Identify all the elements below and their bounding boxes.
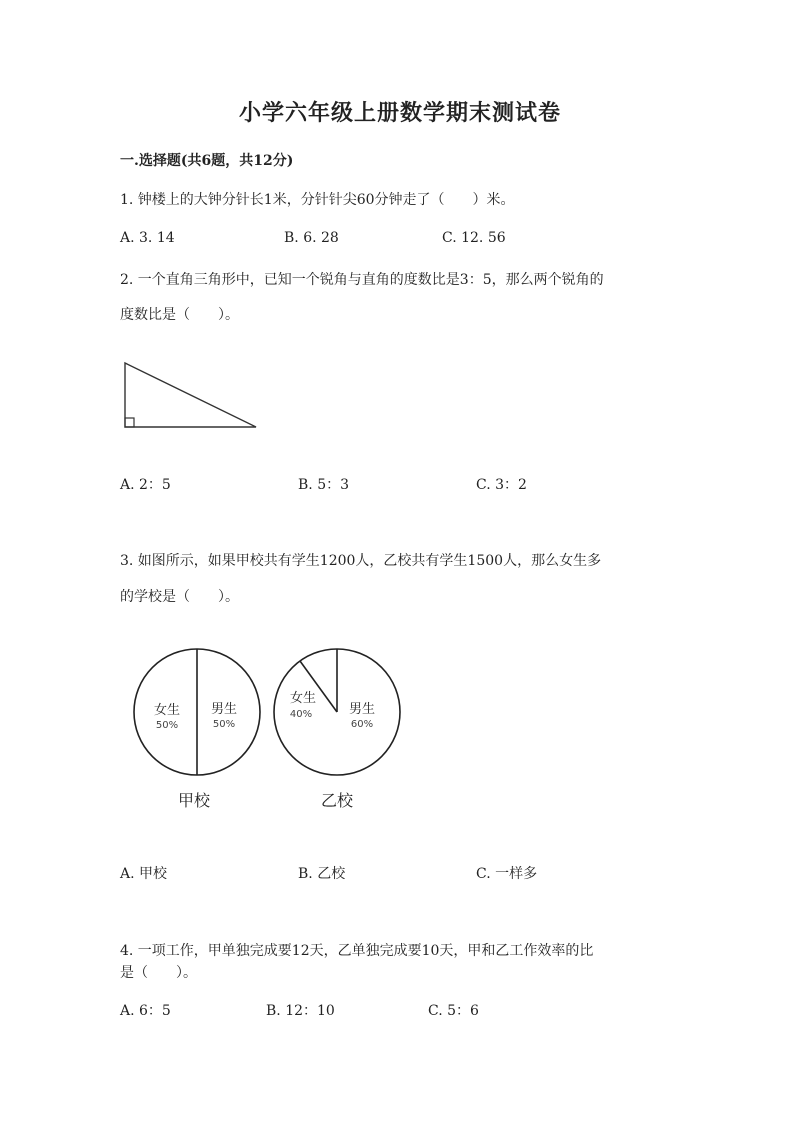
question-4-option-b: B. 12：10	[266, 1003, 335, 1019]
question-3-stem-line2: 的学校是（ ）。	[120, 589, 239, 605]
question-3-stem-line1: 3. 如图所示，如果甲校共有学生1200人，乙校共有学生1500人，那么女生多	[120, 553, 602, 569]
question-2-option-c: C. 3：2	[476, 477, 527, 493]
section-heading: 一.选择题(共6题，共12分)	[120, 153, 294, 169]
pie-chart-school-a	[134, 649, 260, 810]
question-4-option-c: C. 5：6	[428, 1003, 479, 1019]
pie-b-slice-girls-percent: 40%	[289, 709, 313, 720]
question-1-stem: 1. 钟楼上的大钟分针长1米，分针针尖60分钟走了（ ）米。	[120, 192, 515, 208]
question-4-option-a: A. 6：5	[120, 1003, 171, 1019]
pie-a-slice-girls-label: 女生	[153, 703, 181, 718]
question-4-stem-line2: 是（ ）。	[120, 965, 197, 981]
pie-a-slice-boys-label: 男生	[210, 702, 238, 717]
question-2-stem-line2: 度数比是（ ）。	[120, 307, 239, 323]
question-4-stem-line1: 4. 一项工作，甲单独完成要12天，乙单独完成要10天，甲和乙工作效率的比	[120, 943, 594, 959]
question-3-option-c: C. 一样多	[476, 866, 538, 882]
pie-a-school-label: 甲校	[177, 791, 211, 810]
pie-chart-school-b	[274, 649, 400, 810]
pie-b-slice-girls-label: 女生	[289, 691, 317, 706]
pie-b-school-label: 乙校	[320, 791, 354, 810]
question-3-option-a: A. 甲校	[120, 866, 168, 882]
pie-b-slice-boys-percent: 60%	[350, 719, 374, 730]
question-2-option-a: A. 2：5	[120, 477, 171, 493]
question-1-option-c: C. 12. 56	[442, 230, 506, 246]
pie-a-slice-boys-percent: 50%	[212, 719, 236, 730]
question-1-option-a: A. 3. 14	[120, 230, 175, 246]
question-2-option-b: B. 5：3	[298, 477, 350, 493]
pie-b-slice-boys-label: 男生	[348, 702, 376, 717]
page-title: 小学六年级上册数学期末测试卷	[238, 100, 561, 126]
question-2-stem-line1: 2. 一个直角三角形中，已知一个锐角与直角的度数比是3：5，那么两个锐角的	[120, 272, 604, 288]
pie-a-slice-girls-percent: 50%	[155, 720, 179, 731]
question-3-option-b: B. 乙校	[298, 866, 346, 882]
question-1-option-b: B. 6. 28	[284, 230, 339, 246]
